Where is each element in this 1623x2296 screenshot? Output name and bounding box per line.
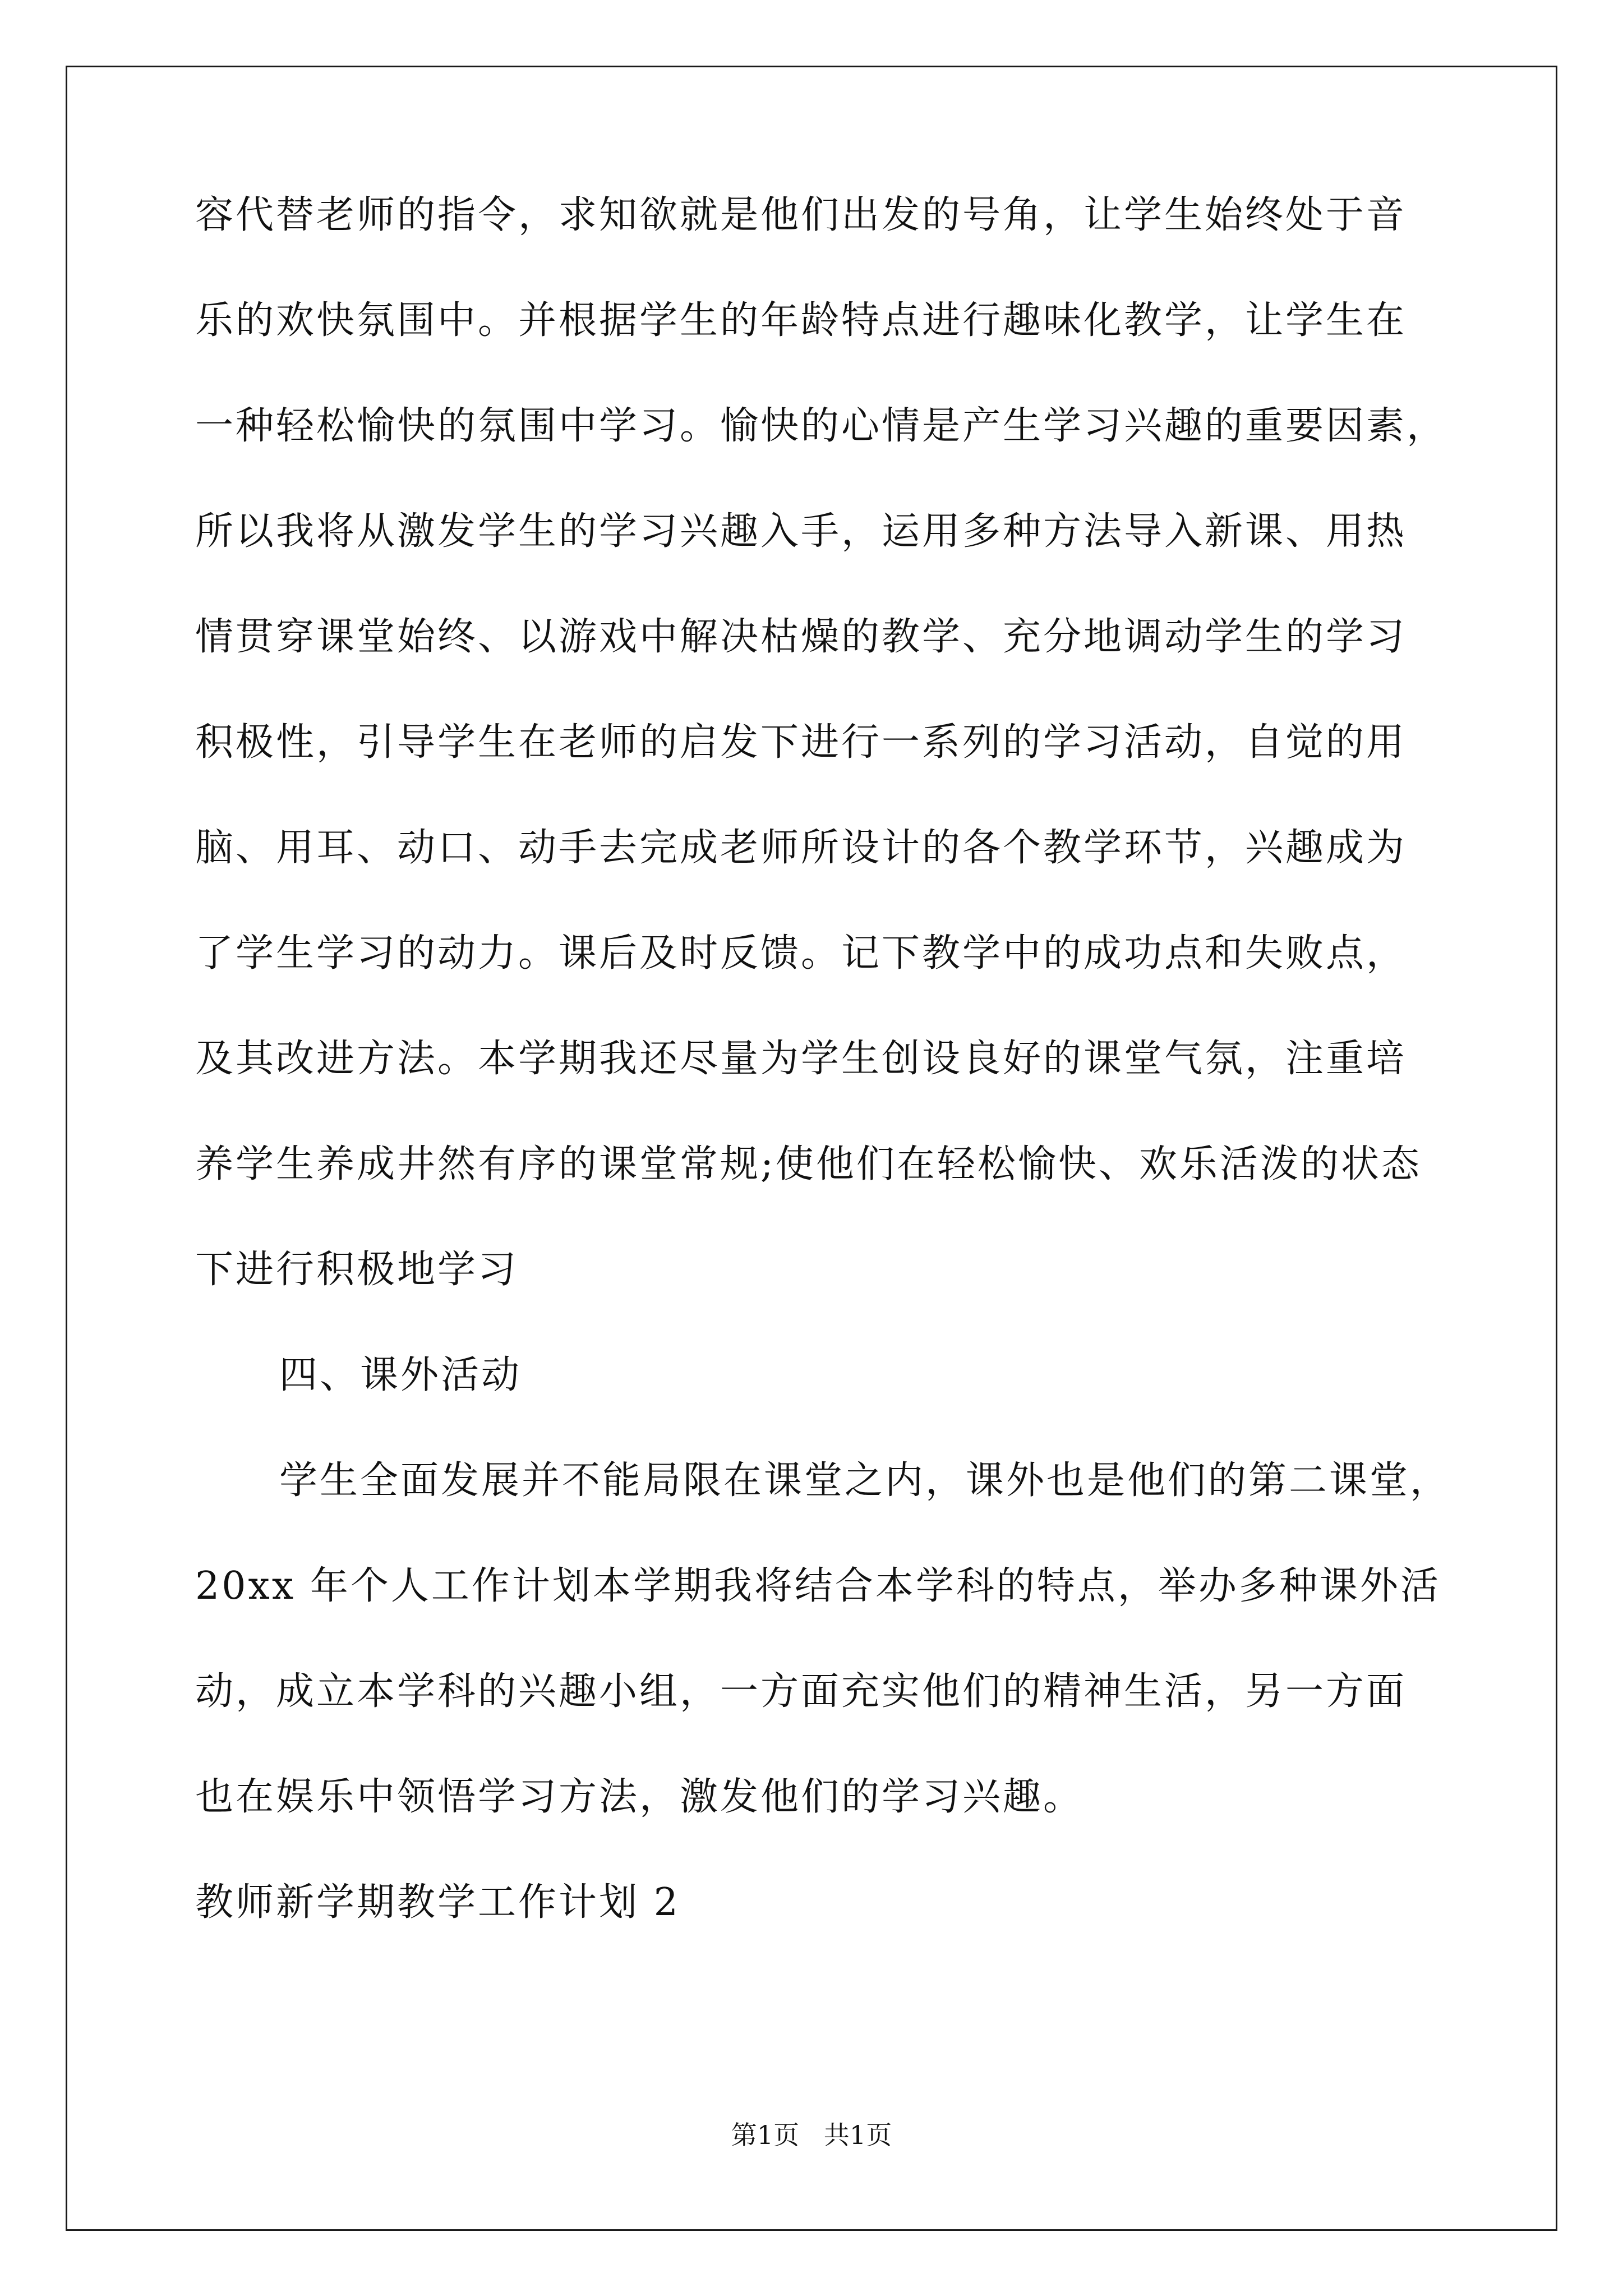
text-line: 学生全面发展并不能局限在课堂之内，课外也是他们的第二课堂， (279, 1458, 1451, 1503)
text-line: 乐的欢快氛围中。并根据学生的年龄特点进行趣味化教学，让学生在 (195, 298, 1407, 343)
text-line: 下进行积极地学习 (195, 1248, 519, 1292)
text-line: 积极性，引导学生在老师的启发下进行一系列的学习活动，自觉的用 (195, 720, 1407, 765)
text-line: 也在娱乐中领悟学习方法，激发他们的学习兴趣。 (195, 1775, 1084, 1819)
text-line: 动，成立本学科的兴趣小组，一方面充实他们的精神生活，另一方面 (195, 1669, 1407, 1714)
page-footer: 第1页 共1页 (731, 2120, 892, 2150)
text-line: 情贯穿课堂始终、以游戏中解决枯燥的教学、充分地调动学生的学习 (195, 615, 1407, 659)
text-line: 脑、用耳、动口、动手去完成老师所设计的各个教学环节，兴趣成为 (195, 826, 1407, 870)
text-line: 一种轻松愉快的氛围中学习。愉快的心情是产生学习兴趣的重要因素， (195, 404, 1447, 448)
text-line: 了学生学习的动力。课后及时反馈。记下教学中的成功点和失败点， (195, 931, 1407, 976)
text-line: 所以我将从激发学生的学习兴趣入手，运用多种方法导入新课、用热 (195, 509, 1407, 554)
document-title: 教师新学期教学工作计划 2 (195, 1880, 680, 1925)
section-heading: 四、课外活动 (279, 1353, 522, 1397)
text-line: 养学生养成井然有序的课堂常规;使他们在轻松愉快、欢乐活泼的状态 (195, 1142, 1422, 1186)
text-line: 及其改进方法。本学期我还尽量为学生创设良好的课堂气氛，注重培 (195, 1037, 1407, 1081)
text-line: 容代替老师的指令，求知欲就是他们出发的号角，让学生始终处于音 (195, 193, 1407, 237)
text-line: 20xx 年个人工作计划本学期我将结合本学科的特点，举办多种课外活 (195, 1564, 1441, 1608)
